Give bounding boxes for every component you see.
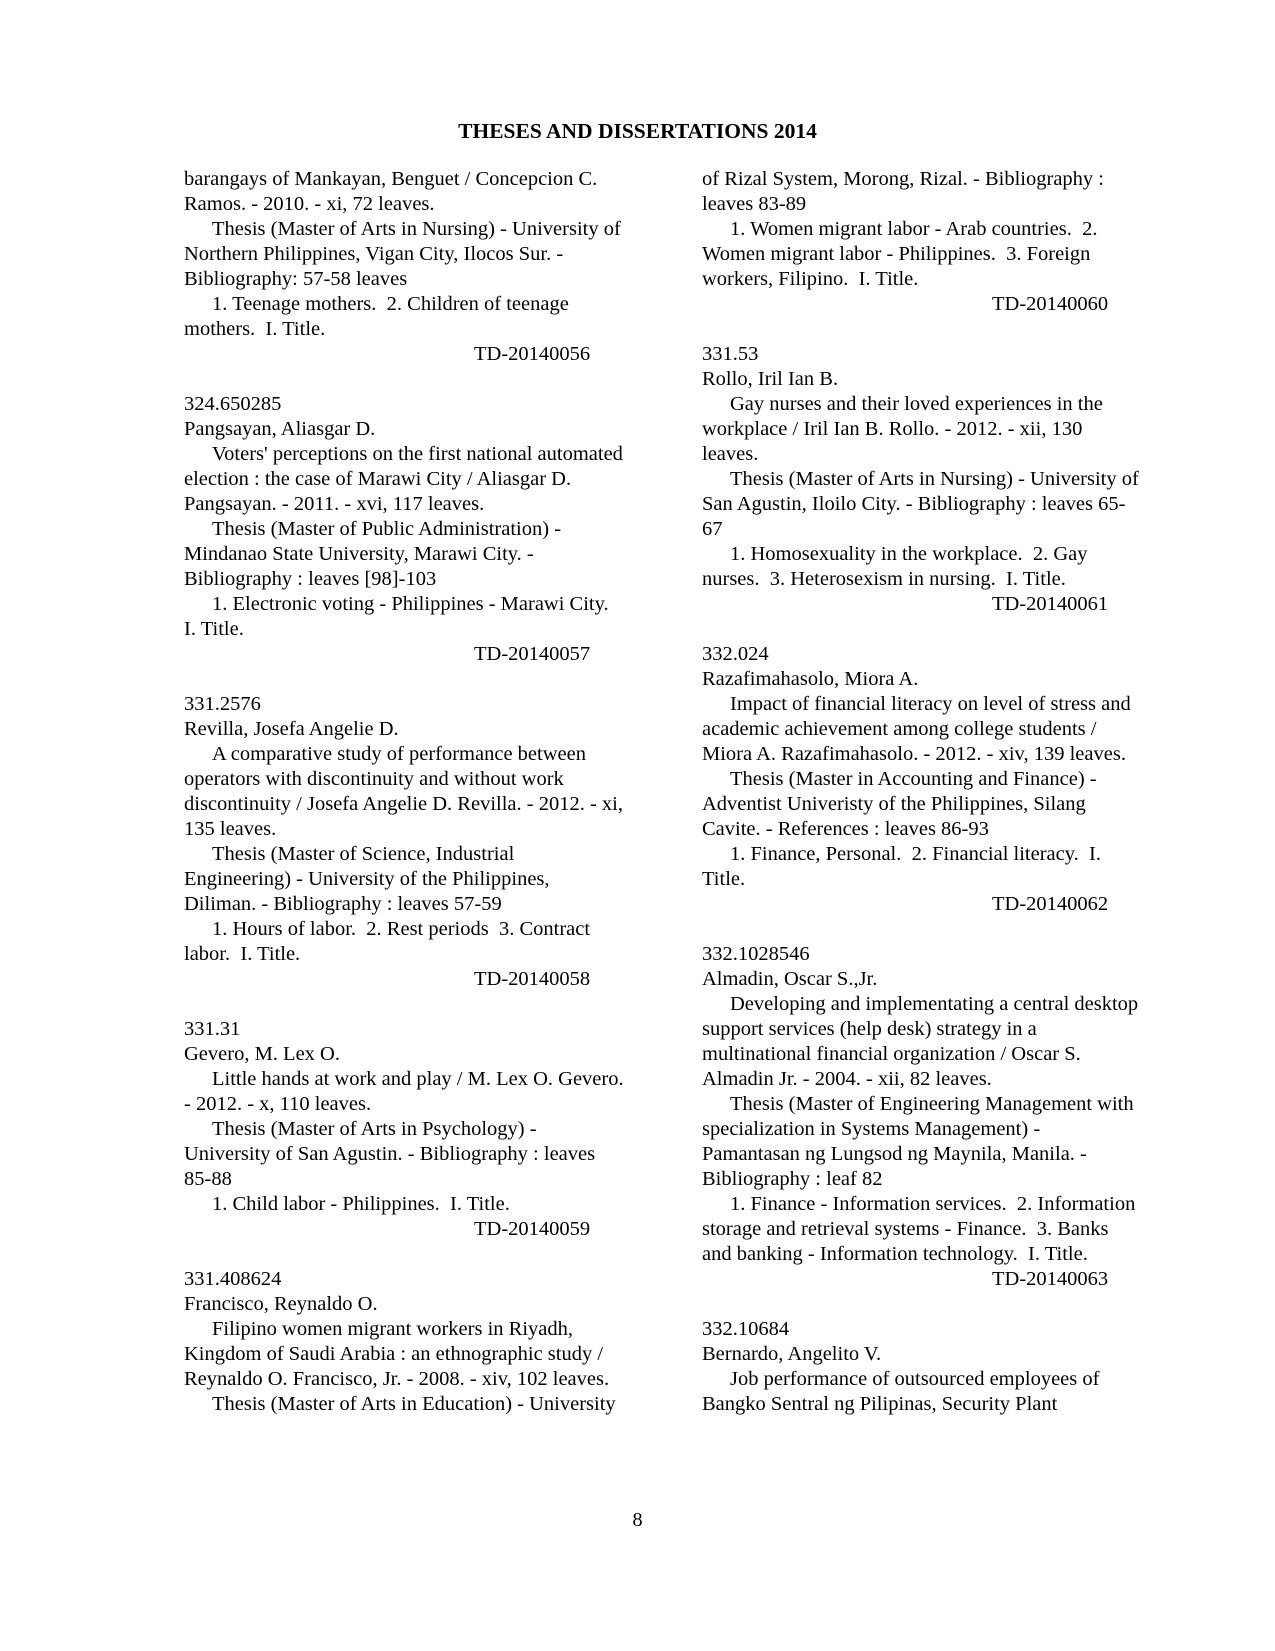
- note-line: Mindanao State University, Marawi City. -: [184, 543, 534, 565]
- title-line: academic achievement among college students /: [702, 718, 1097, 740]
- note-line: Thesis (Master of Arts in Education) - University: [212, 1393, 616, 1415]
- classification-number: 332.024: [702, 643, 769, 665]
- title-line: workplace / Iril Ian B. Rollo. - 2012. - xii, 130: [702, 418, 1083, 440]
- subject-line: 1. Women migrant labor - Arab countries. 2.: [730, 218, 1098, 240]
- subject-line: 1. Finance - Information services. 2. Information: [730, 1193, 1136, 1215]
- title-line: operators with discontinuity and without work: [184, 768, 564, 790]
- author: Francisco, Reynaldo O.: [184, 1293, 378, 1315]
- subject-line: Women migrant labor - Philippines. 3. Foreign: [702, 243, 1091, 265]
- subject-line: mothers. I. Title.: [184, 318, 326, 340]
- title-line: Reynaldo O. Francisco, Jr. - 2008. - xiv, 102 leaves.: [184, 1368, 610, 1390]
- author: Gevero, M. Lex O.: [184, 1043, 340, 1065]
- title-line: - 2012. - x, 110 leaves.: [184, 1093, 372, 1115]
- classification-number: 324.650285: [184, 393, 282, 415]
- author: Revilla, Josefa Angelie D.: [184, 718, 399, 740]
- subject-line: Title.: [702, 868, 746, 890]
- catalog-entry: [184, 1017, 664, 1242]
- title-line: Ramos. - 2010. - xi, 72 leaves.: [184, 193, 435, 215]
- note-line: Thesis (Master of Public Administration) -: [212, 518, 562, 540]
- page-title: THESES AND DISSERTATIONS 2014: [458, 119, 817, 143]
- catalog-entry: [702, 1317, 1192, 1417]
- note-line: 85-88: [184, 1168, 232, 1190]
- note-line: Thesis (Master in Accounting and Finance) -: [730, 768, 1097, 790]
- right-column: [702, 167, 1192, 1417]
- title-line: Developing and implementating a central desktop: [730, 993, 1139, 1015]
- note-line: Bibliography : leaves [98]-103: [184, 568, 437, 590]
- title-line: Miora A. Razafimahasolo. - 2012. - xiv, 139 leaves.: [702, 743, 1126, 765]
- catalog-entry: [184, 1267, 664, 1417]
- td-number: TD-20140058: [474, 968, 591, 990]
- title-line: Kingdom of Saudi Arabia : an ethnographic study /: [184, 1343, 604, 1365]
- classification-number: 332.10684: [702, 1318, 790, 1340]
- catalog-entry: [702, 642, 1192, 917]
- catalog-entry: [702, 167, 1192, 317]
- subject-line: 1. Homosexuality in the workplace. 2. Gay: [730, 543, 1088, 565]
- note-line: Thesis (Master of Engineering Management with: [730, 1093, 1134, 1115]
- title-line: leaves.: [702, 443, 759, 465]
- td-number: TD-20140056: [474, 343, 591, 365]
- note-line: Thesis (Master of Science, Industrial: [212, 843, 515, 865]
- subject-line: and banking - Information technology. I. Title.: [702, 1243, 1088, 1265]
- title-line: multinational financial organization / Oscar S.: [702, 1043, 1081, 1065]
- note-line: University of San Agustin. - Bibliography : leaves: [184, 1143, 596, 1165]
- author: Razafimahasolo, Miora A.: [702, 668, 919, 690]
- td-number: TD-20140063: [992, 1268, 1109, 1290]
- catalog-entry: [184, 692, 664, 992]
- subject-line: 1. Child labor - Philippines. I. Title.: [212, 1193, 510, 1215]
- author: Almadin, Oscar S.,Jr.: [702, 968, 878, 990]
- classification-number: 331.408624: [184, 1268, 282, 1290]
- left-column: [184, 167, 664, 1417]
- subject-line: nurses. 3. Heterosexism in nursing. I. Title.: [702, 568, 1066, 590]
- subject-line: I. Title.: [184, 618, 244, 640]
- title-line: 135 leaves.: [184, 818, 277, 840]
- subject-line: 1. Teenage mothers. 2. Children of teenage: [212, 293, 569, 315]
- title-line: Filipino women migrant workers in Riyadh,: [212, 1318, 573, 1340]
- note-line: Thesis (Master of Arts in Nursing) - University of: [730, 468, 1139, 490]
- note-line: Engineering) - University of the Philippines,: [184, 868, 550, 890]
- title-line: support services (help desk) strategy in a: [702, 1018, 1037, 1040]
- title-line: Little hands at work and play / M. Lex O. Gevero.: [212, 1068, 624, 1090]
- classification-number: 332.1028546: [702, 943, 810, 965]
- subject-line: 1. Finance, Personal. 2. Financial literacy. I.: [730, 843, 1101, 865]
- catalog-entry: [184, 167, 664, 367]
- note-line: Pamantasan ng Lungsod ng Maynila, Manila. -: [702, 1143, 1087, 1165]
- title-line: Impact of financial literacy on level of stress and: [730, 693, 1131, 715]
- note-line: Adventist Univeristy of the Philippines, Silang: [702, 793, 1086, 815]
- catalog-entry: [702, 942, 1192, 1292]
- td-number: TD-20140062: [992, 893, 1109, 915]
- classification-number: 331.53: [702, 343, 759, 365]
- title-line: Voters' perceptions on the first national automated: [212, 443, 623, 465]
- note-line: Bibliography: 57-58 leaves: [184, 268, 408, 290]
- title-line: Bangko Sentral ng Pilipinas, Security Plant: [702, 1393, 1058, 1415]
- catalog-entry: [184, 392, 664, 667]
- subject-line: storage and retrieval systems - Finance. 3. Banks: [702, 1218, 1109, 1240]
- note-line: specialization in Systems Management) -: [702, 1118, 1041, 1140]
- note-line: of Rizal System, Morong, Rizal. - Bibliography :: [702, 168, 1104, 190]
- subject-line: 1. Electronic voting - Philippines - Marawi City.: [212, 593, 609, 615]
- td-number: TD-20140061: [992, 593, 1109, 615]
- td-number: TD-20140057: [474, 643, 591, 665]
- author: Rollo, Iril Ian B.: [702, 368, 839, 390]
- note-line: Thesis (Master of Arts in Nursing) - University of: [212, 218, 621, 240]
- note-line: leaves 83-89: [702, 193, 807, 215]
- author: Bernardo, Angelito V.: [702, 1343, 882, 1365]
- note-line: Cavite. - References : leaves 86-93: [702, 818, 989, 840]
- note-line: Bibliography : leaf 82: [702, 1168, 883, 1190]
- title-line: barangays of Mankayan, Benguet / Concepcion C.: [184, 168, 598, 190]
- note-line: San Agustin, Iloilo City. - Bibliography : leaves 65-: [702, 493, 1126, 515]
- author: Pangsayan, Aliasgar D.: [184, 418, 376, 440]
- title-line: election : the case of Marawi City / Aliasgar D.: [184, 468, 572, 490]
- classification-number: 331.2576: [184, 693, 261, 715]
- title-line: discontinuity / Josefa Angelie D. Revilla. - 2012. - xi,: [184, 793, 623, 815]
- title-line: Job performance of outsourced employees of: [730, 1368, 1100, 1390]
- subject-line: 1. Hours of labor. 2. Rest periods 3. Contract: [212, 918, 591, 940]
- title-line: Almadin Jr. - 2004. - xii, 82 leaves.: [702, 1068, 992, 1090]
- note-line: Thesis (Master of Arts in Psychology) -: [212, 1118, 537, 1140]
- td-number: TD-20140060: [992, 293, 1109, 315]
- subject-line: workers, Filipino. I. Title.: [702, 268, 919, 290]
- catalog-entry: [702, 342, 1192, 617]
- title-line: Gay nurses and their loved experiences in the: [730, 393, 1103, 415]
- td-number: TD-20140059: [474, 1218, 591, 1240]
- note-line: Northern Philippines, Vigan City, Ilocos Sur. -: [184, 243, 564, 265]
- title-line: A comparative study of performance between: [212, 743, 586, 765]
- note-line: 67: [702, 518, 723, 540]
- classification-number: 331.31: [184, 1018, 241, 1040]
- subject-line: labor. I. Title.: [184, 943, 301, 965]
- note-line: Diliman. - Bibliography : leaves 57-59: [184, 893, 502, 915]
- page-number: 8: [632, 1509, 643, 1531]
- title-line: Pangsayan. - 2011. - xvi, 117 leaves.: [184, 493, 485, 515]
